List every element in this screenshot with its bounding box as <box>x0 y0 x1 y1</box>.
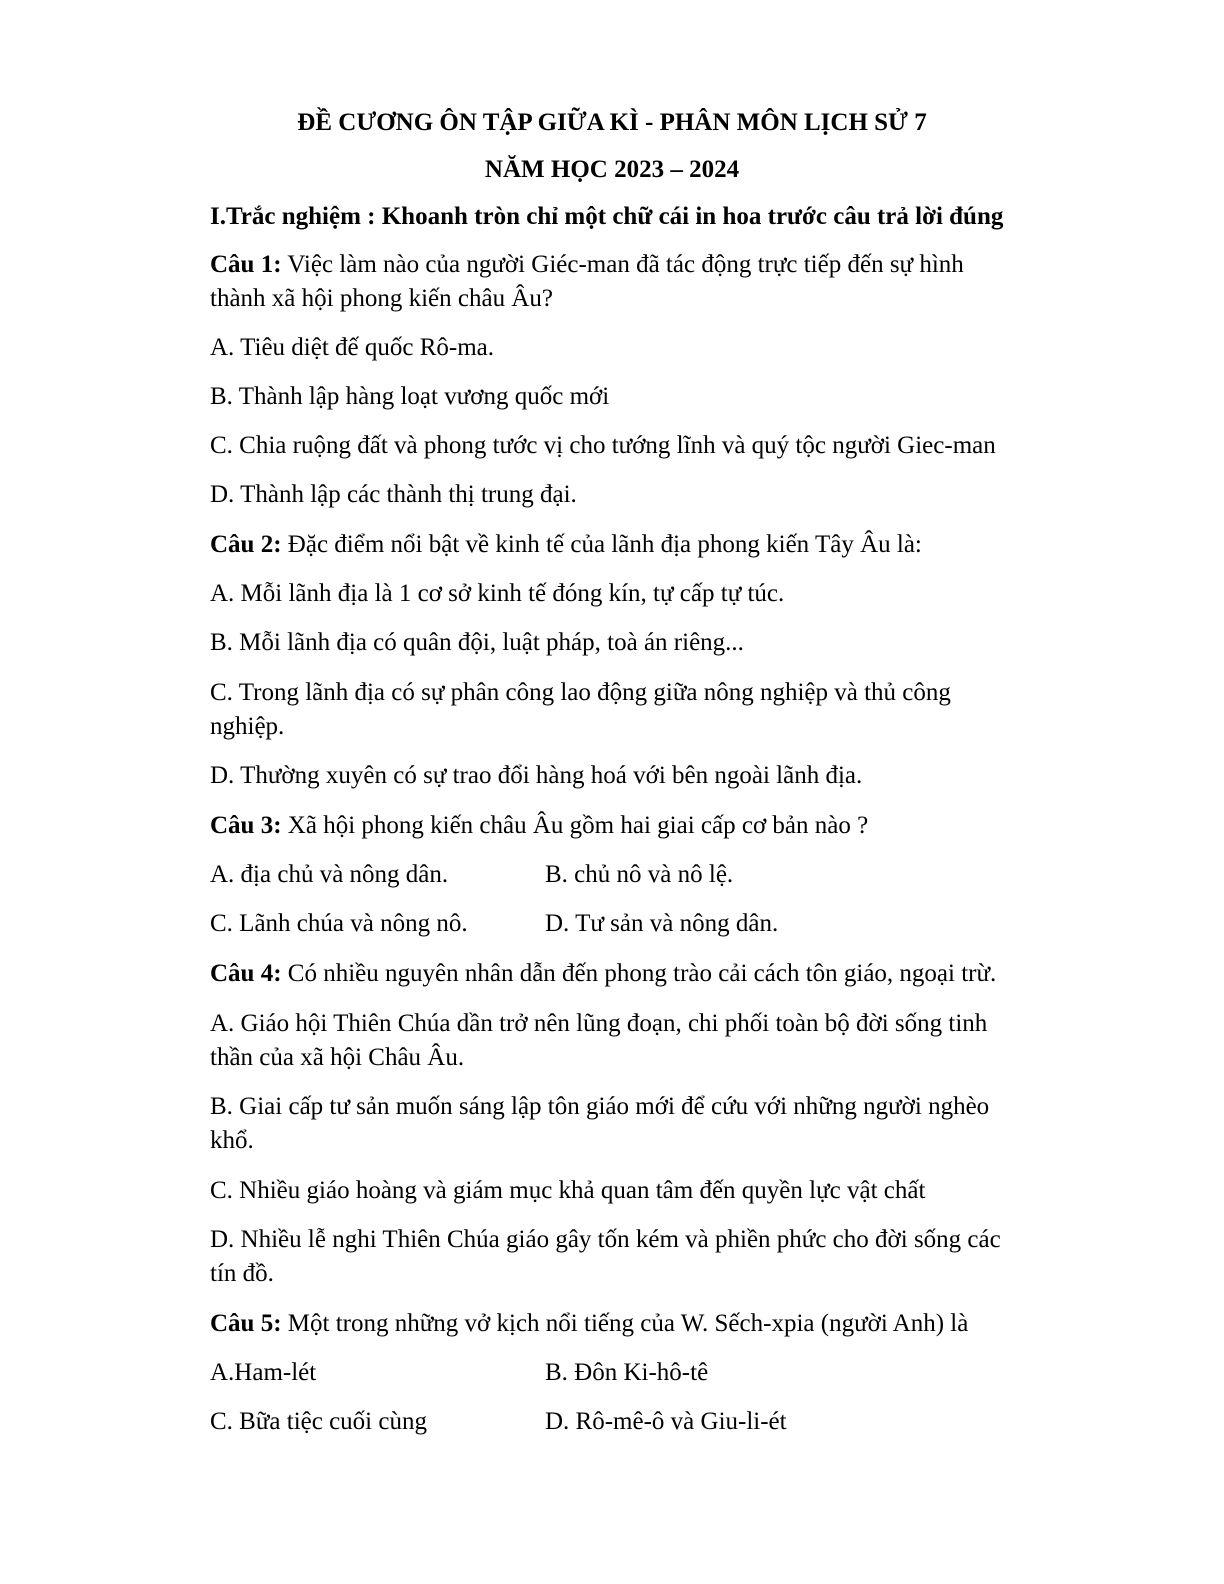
answer-option[interactable]: D. Thường xuyên có sự trao đổi hàng hoá với bên ngoài lãnh địa. <box>210 762 863 789</box>
answer-option[interactable]: D. Thành lập các thành thị trung đại. <box>210 481 577 508</box>
answer-option[interactable]: A. Giáo hội Thiên Chúa dần trở nên lũng đoạn, chi phối toàn bộ đời sống tinh <box>210 1010 988 1037</box>
answer-option-continued: nghiệp. <box>210 713 285 740</box>
question-label: Câu 2: <box>210 531 282 558</box>
question-text: Một trong những vở kịch nổi tiếng của W. Sếch-xpia (người Anh) là <box>281 1310 969 1337</box>
school-year: NĂM HỌC 2023 – 2024 <box>484 156 740 183</box>
answer-option-continued: thần của xã hội Châu Âu. <box>210 1044 465 1071</box>
answer-option[interactable]: B. Đôn Ki-hô-tê <box>545 1359 709 1386</box>
answer-option[interactable]: B. Mỗi lãnh địa có quân đội, luật pháp, toà án riêng... <box>210 629 744 656</box>
answer-option[interactable]: D. Nhiều lễ nghi Thiên Chúa giáo gây tốn kém và phiền phức cho đời sống các <box>210 1226 1001 1253</box>
question-4 <box>210 957 996 990</box>
answer-option[interactable]: A.Ham-lét <box>210 1359 317 1386</box>
question-2 <box>210 528 922 561</box>
answer-option-continued: khổ. <box>210 1127 254 1154</box>
answer-option[interactable]: C. Trong lãnh địa có sự phân công lao động giữa nông nghiệp và thủ công <box>210 679 951 706</box>
answer-option[interactable]: C. Chia ruộng đất và phong tước vị cho tướng lĩnh và quý tộc người Giec-man <box>210 432 996 459</box>
question-3 <box>210 809 868 842</box>
answer-option[interactable]: D. Rô-mê-ô và Giu-li-ét <box>545 1408 787 1435</box>
answer-option[interactable]: A. địa chủ và nông dân. <box>210 861 449 888</box>
question-5 <box>210 1307 968 1340</box>
answer-option[interactable]: B. Thành lập hàng loạt vương quốc mới <box>210 383 610 410</box>
question-text-continued: thành xã hội phong kiến châu Âu? <box>210 285 553 312</box>
document-title: ĐỀ CƯƠNG ÔN TẬP GIỮA KÌ - PHÂN MÔN LỊCH SỬ 7 <box>297 109 927 136</box>
section-heading: I.Trắc nghiệm : Khoanh tròn chỉ một chữ cái in hoa trước câu trả lời đúng <box>210 203 1004 230</box>
answer-option-continued: tín đồ. <box>210 1260 274 1287</box>
question-text: Có nhiều nguyên nhân dẫn đến phong trào cải cách tôn giáo, ngoại trừ. <box>281 960 997 987</box>
answer-option[interactable]: D. Tư sản và nông dân. <box>545 910 779 937</box>
answer-option[interactable]: B. chủ nô và nô lệ. <box>545 861 734 888</box>
answer-option[interactable]: C. Nhiều giáo hoàng và giám mục khả quan tâm đến quyền lực vật chất <box>210 1177 926 1204</box>
question-label: Câu 4: <box>210 960 282 987</box>
question-text: Xã hội phong kiến châu Âu gồm hai giai cấp cơ bản nào ? <box>281 812 869 839</box>
answer-option[interactable]: A. Tiêu diệt đế quốc Rô-ma. <box>210 334 495 361</box>
question-text: Việc làm nào của người Giéc-man đã tác động trực tiếp đến sự hình <box>281 251 964 278</box>
answer-option[interactable]: A. Mỗi lãnh địa là 1 cơ sở kinh tế đóng kín, tự cấp tự túc. <box>210 580 785 607</box>
answer-option[interactable]: B. Giai cấp tư sản muốn sáng lập tôn giáo mới để cứu với những người nghèo <box>210 1093 990 1120</box>
question-label: Câu 5: <box>210 1310 282 1337</box>
question-text: Đặc điểm nổi bật về kinh tế của lãnh địa phong kiến Tây Âu là: <box>281 531 922 558</box>
answer-option[interactable]: C. Bữa tiệc cuối cùng <box>210 1408 427 1435</box>
question-label: Câu 3: <box>210 812 282 839</box>
question-label: Câu 1: <box>210 251 282 278</box>
question-1 <box>210 248 964 281</box>
answer-option[interactable]: C. Lãnh chúa và nông nô. <box>210 910 468 937</box>
